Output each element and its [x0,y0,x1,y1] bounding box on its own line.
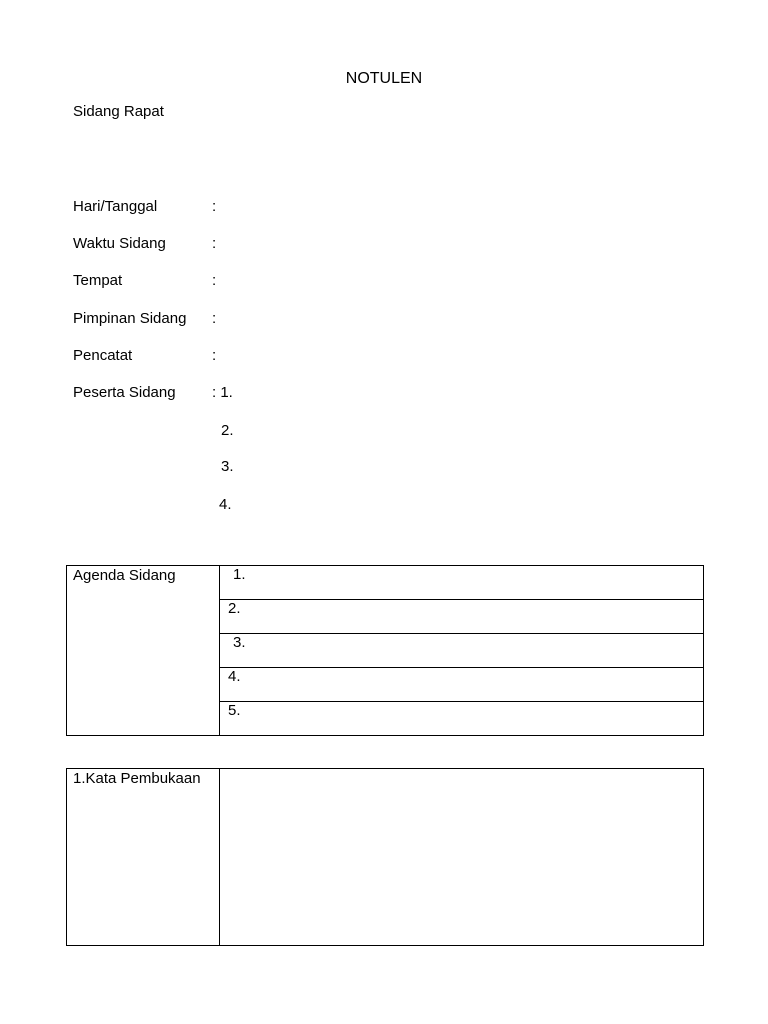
agenda-item: 4. [220,668,704,702]
field-colon-tempat: : [212,272,217,289]
field-colon-peserta-sidang: : 1. [212,384,233,401]
field-label-pencatat: Pencatat [73,347,133,364]
section-content [220,769,704,946]
agenda-item: 1. [220,566,704,600]
field-label-waktu-sidang: Waktu Sidang [73,235,166,252]
peserta-number-4: 4. [219,496,232,513]
field-label-tempat: Tempat [73,272,123,289]
kata-pembukaan-table [66,768,704,946]
agenda-item: 2. [220,600,704,634]
document-title: NOTULEN [345,70,423,87]
peserta-number-2: 2. [221,422,234,439]
peserta-number-3: 3. [221,458,234,475]
agenda-table [66,565,704,736]
section-label: 1.Kata Pembukaan [67,769,220,946]
agenda-item: 5. [220,702,704,736]
field-colon-hari-tanggal: : [212,198,217,215]
agenda-item: 3. [220,634,704,668]
document-subtitle: Sidang Rapat [73,103,164,120]
field-label-pimpinan-sidang: Pimpinan Sidang [73,310,187,327]
field-colon-pimpinan-sidang: : [212,310,217,327]
field-label-hari-tanggal: Hari/Tanggal [73,198,158,215]
field-label-peserta-sidang: Peserta Sidang [73,384,176,401]
field-colon-pencatat: : [212,347,217,364]
agenda-label: Agenda Sidang [67,566,220,736]
field-colon-waktu-sidang: : [212,235,217,252]
